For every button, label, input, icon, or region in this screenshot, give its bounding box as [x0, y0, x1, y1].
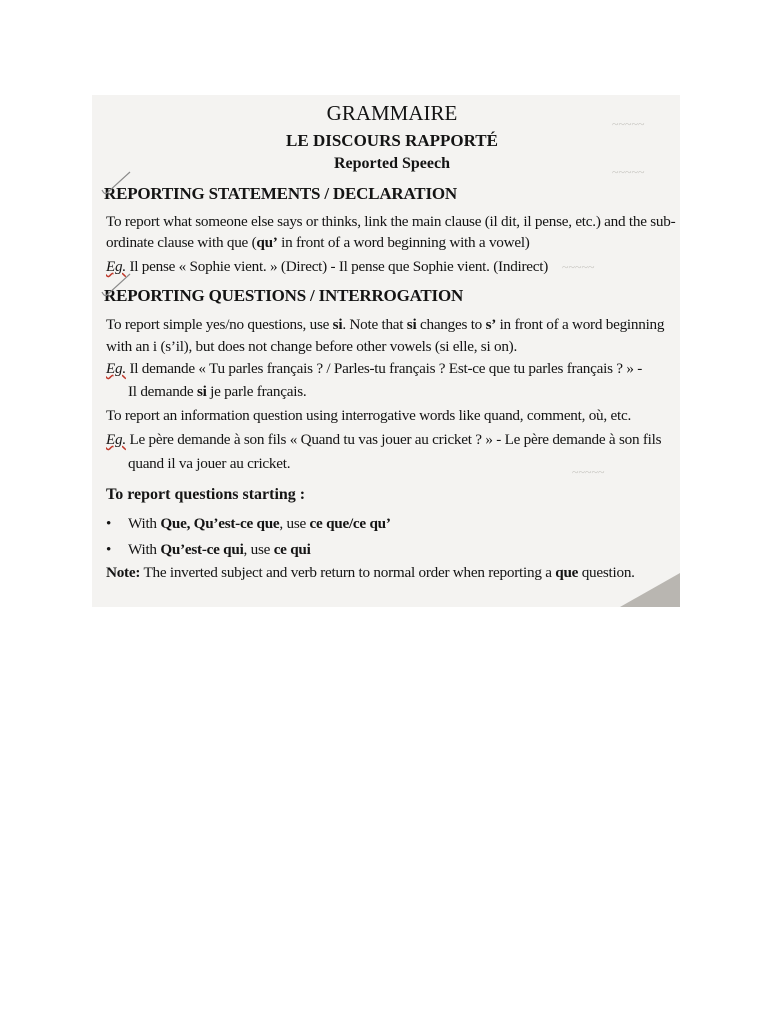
pen-tick-mark-icon: [100, 272, 140, 304]
bold-text-run: si: [332, 316, 343, 333]
bullet-item-que: [106, 515, 391, 533]
text-run: je parle français.: [206, 383, 307, 400]
scanned-page: [92, 95, 680, 607]
bullet-icon: •: [106, 541, 112, 558]
bold-text-run: Que, Qu’est-ce que: [160, 515, 280, 532]
bold-text-run: s’: [485, 316, 497, 333]
information-question-rule: To report an information question using interrogative words like quand, comment, où, etc.: [106, 407, 631, 424]
page-title: GRAMMAIRE: [326, 101, 458, 125]
text-run: , use: [279, 515, 310, 532]
pen-tick-mark-icon: [100, 170, 140, 202]
eg-label: Eg.: [106, 360, 126, 377]
text-run: question.: [578, 564, 635, 581]
bullet-text: [128, 515, 391, 533]
question-rule-line-1: [106, 316, 664, 334]
bullet-item-qui: [106, 541, 311, 559]
bold-text-run: si: [196, 383, 207, 400]
eg-label: Eg.: [106, 258, 126, 275]
question-example-1-continued: [128, 383, 306, 401]
text-run: changes to: [416, 316, 486, 333]
bold-text-run: qu’: [256, 234, 278, 251]
page-subtitle: LE DISCOURS RAPPORTÉ: [286, 131, 498, 150]
text-run: The inverted subject and verb return to normal order when reporting a: [140, 564, 556, 581]
bleed-through-text: ~~~~~: [572, 465, 605, 479]
section-heading-text: REPORTING QUESTIONS / INTERROGATION: [104, 286, 464, 305]
example-text: Il demande « Tu parles français ? / Parles-tu français ? Est-ce que tu parles français ? » -: [125, 360, 643, 377]
question-rule-line-2: with an i (s’il), but does not change before other vowels (si elle, si on).: [106, 338, 518, 355]
bleed-through-text: ~~~~~: [612, 117, 645, 131]
text-run: ordinate clause with que (: [106, 234, 257, 251]
bold-text-run: ce que/ce qu’: [309, 515, 391, 532]
text-run: Il demande: [128, 383, 197, 400]
example-text: Il pense « Sophie vient. » (Direct) - Il pense que Sophie vient. (Indirect): [125, 258, 549, 275]
question-example-2: [106, 431, 661, 449]
statement-example: [106, 258, 548, 276]
example-text: Le père demande à son fils « Quand tu vas jouer au cricket ? » - Le père demande à son fils: [125, 431, 662, 448]
text-run: in front of a word beginning: [496, 316, 665, 333]
text-run: To report simple yes/no questions, use: [106, 316, 333, 333]
question-example-1: [106, 360, 642, 378]
statement-rule-line-1: To report what someone else says or thinks, link the main clause (il dit, il pense, etc.) and the sub-: [106, 213, 676, 230]
text-run: With: [128, 515, 161, 532]
text-run: With: [128, 541, 161, 558]
bullet-icon: •: [106, 515, 112, 532]
statement-rule-line-2: [106, 234, 530, 252]
text-run: . Note that: [342, 316, 407, 333]
section-heading-text: REPORTING STATEMENTS / DECLARATION: [104, 184, 457, 203]
page-subtitle-english: Reported Speech: [334, 155, 450, 172]
note-label: Note:: [106, 564, 141, 581]
question-example-2-continued: quand il va jouer au cricket.: [128, 455, 291, 472]
page-corner-shape: [620, 573, 680, 607]
section-heading-questions: [104, 286, 463, 306]
text-run: , use: [243, 541, 274, 558]
bold-text-run: ce qui: [273, 541, 311, 558]
note-line: [106, 564, 635, 582]
subsection-heading: To report questions starting :: [106, 486, 306, 503]
eg-label: Eg.: [106, 431, 126, 448]
bold-text-run: Qu’est-ce qui: [160, 541, 244, 558]
bleed-through-text: ~~~~~: [612, 165, 645, 179]
bullet-text: [128, 541, 311, 559]
bold-text-run: que: [555, 564, 579, 581]
text-run: in front of a word beginning with a vowel): [277, 234, 530, 251]
section-heading-statements: [104, 184, 457, 204]
bleed-through-text: ~~~~~: [562, 260, 595, 274]
bold-text-run: si: [406, 316, 417, 333]
